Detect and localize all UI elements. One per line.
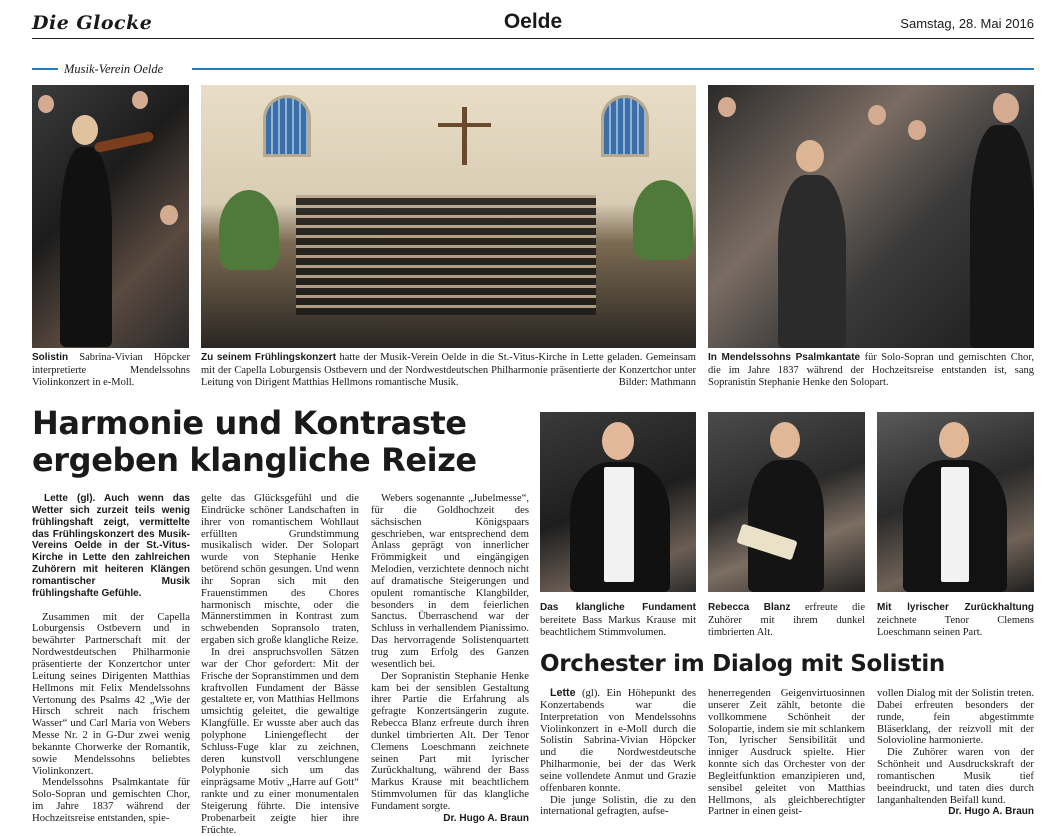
article2-paragraph [540,688,696,795]
caption-text: erfreute die Zuhörer mit ihrem dunkel timbrierten Alt. [708,602,865,639]
article2-author: Dr. Hugo A. Braun [948,806,1034,818]
article2-column-1 [540,688,696,818]
issue-date: Samstag, 28. Mai 2016 [900,16,1034,31]
soprano-dress [778,175,846,348]
article2-paragraph: Die junge Solistin, die zu den international gefragten, aufse- [540,793,696,818]
crucifix [462,107,467,165]
conductor-head [993,93,1019,123]
bass-head [602,422,634,460]
caption-alto [708,602,865,640]
choir-head [38,95,54,113]
conductor-body [970,125,1034,348]
article1-paragraph: Zusammen mit der Capella Loburgensis Ostbevern und in bewährter Partnerschaft mit der Nordwestdeutschen Philharmonie präsentierte der Konzertchor unter Leitung seines Dirigenten Matthias Hellmons mit Felix Mendelssohns Vertonung des Psalms 42 „Wie der Hirsch schreit nach frischem Wasser“ und Carl Maria von Webers Messe Nr. 2 in G-Dur zwei wenig bekannte Chorwerke der Romantik, sowie Mendelssohns beliebtes Violinkonzert. [32,610,190,777]
headline-line: Harmonie und Kontraste [32,404,467,442]
caption-lead: Zu seinem Frühlingskonzert [201,352,337,363]
article1-paragraph: gelte das Glücksgefühl und die Eindrücke schöner Landschaften in ihrer von romantischem Wohllaut erfüllten Grundstimmung musikalisch wider. Der Solopart wurde von Stephanie Henke betörend schön gesungen. Und wenn ihr Sopran sich mit den Frauenstimmen des Chores harmonisch mischte, oder die Männerstimmen in Kontrast zum schwebenden Sopransolo traten, ergaben sich große klangliche Reize. [201,492,359,647]
photo-credit: Bilder: Mathmann [618,377,696,389]
caption-tenor [877,602,1034,640]
bass-shirt [604,467,634,582]
caption-text: zeichnete Tenor Clemens Loeschmann seinen Part. [877,614,1034,639]
masthead [32,10,1034,38]
violin [94,131,155,153]
article1-column-1 [32,493,190,825]
article2-paragraph: vollen Dialog mit der Solistin treten. Dabei erfreuten besonders der runde, fein abgestimmte Bläserklang, der reizvoll mit der Solovioline harmonierte. [877,687,1034,747]
section-city: Oelde [503,10,563,33]
caption-lead: Rebecca Blanz [708,602,791,613]
crucifix-beam [438,123,491,127]
church-window-right [601,95,649,157]
photo-violinist [32,85,189,348]
caption-text: hatte der Musik-Verein Oelde in die St.-Vitus-Kirche in Lette geladen. Gemeinsam mit der Capella Loburgensis Ostbevern und der Nordwestdeutschen Philharmonie präsentierte der Konzertchor unter Leitung von Dirigent Matthias Hellmons romantische Musik. [201,352,696,389]
caption-bass [540,602,696,640]
tenor-head [939,422,969,458]
caption-psalm [708,352,1034,390]
violinist-dress [60,147,112,347]
article1-paragraph: In drei anspruchsvollen Sätzen war der Chor gefordert: Mit der Frische der Sopranstimmen und dem kraftvollen Fundament der Bässe gestaltete er, von Matthias Hellmons umsichtig geleitet, die gewaltige Klangfülle. Er wusste aber auch das polyphone Liniengeflecht der Schluss-Fuge klar zu zeichnen, deren kunstvoll verschlungene Polyphonie sich um das einprägsame Motiv „Harre auf Gott“ rankte und zu einer monumentalen Steigerung führte. Die intensive Probenarbeit zeigte hier ihre Früchte. [201,645,359,836]
choir-rows [296,195,596,315]
caption-lead: Solistin [32,352,69,363]
article2-dateline: Lette [550,687,576,699]
alto-head [770,422,800,458]
article2-text: (gl). Ein Höhepunkt des Konzertabends war die Interpretation von Mendelssohns Violinkonzert in e-Moll durch die Solistin Sabrina-Vivian Höpcker und die Nordwestdeutsche Philharmonie, bei der das Werk seine vollendete Anmut und Grazie offenbaren konnte. [540,687,696,794]
choir-head [132,91,148,109]
caption-lead: In Mendelssohns Psalmkantate [708,352,861,363]
decor-tree-right [633,180,693,260]
decor-tree-left [219,190,279,270]
article1-lead: Lette (gl). Auch wenn das Wetter sich zurzeit teils wenig frühlingshaft zeigt, vermittelte das Frühlingskonzert des Musik-Vereins Oelde in der St.-Vitus-Kirche in Lette den zahlreichen Zuhörern mit heiteren Klängen romantischer Musik frühlingshafte Gefühle. [32,493,190,599]
article1-column-3 [371,493,529,825]
rubric-label: Musik-Verein Oelde [64,62,164,76]
caption-violinist [32,352,190,390]
choir-head [718,97,736,117]
article1-author: Dr. Hugo A. Braun [443,812,529,824]
photo-church-concert [201,85,696,348]
article1-paragraph: Der Sopranistin Stephanie Henke kam bei der sensiblen Gestaltung ihrer Partie die Erfahrung als gefragte Konzertsängerin zugute. Rebecca Blanz erfreute durch ihren dunkel timbrierten Alt. Der Tenor Clemens Loeschmann zeichnete seinen Part mit lyrischer Zurückhaltung, während der Bass Markus Krause mit beachtlichem Stimmvolumen für das klangliche Fundament sorgte. [371,669,529,812]
caption-text: Sabrina-Vivian Höpcker interpretierte Mendelssohns Violinkonzert in e-Moll. [32,352,190,389]
tenor-shirt [941,467,969,582]
masthead-rule [32,38,1034,39]
caption-lead: Mit lyrischer Zurückhaltung [877,602,1034,613]
headline-main [32,405,532,479]
violinist-head [72,115,98,145]
newspaper-logo: Die Glocke [32,12,153,34]
rubric-bar-right [192,68,1034,70]
photo-soprano-psalm [708,85,1034,348]
article2-paragraph: henerregenden Geigenvirtuosinnen unserer Zeit zählt, betonte die vollkommene Schönheit der Solopartie, indem sie mit schlankem Ton, lyrischer Sensibilität und inniger Ausdruck spielte. Hier konnte sich das Orchester von der Begleitfunktion emanzipieren und, sensibel geleitet von Matthias Hellmons, als gleichberechtigter Partner in einen geist- [708,687,865,818]
choir-head [908,120,926,140]
article2-column-3 [877,688,1034,818]
article1-paragraph: Webers sogenannte „Jubelmesse“, für die Goldhochzeit des sächsischen Königspaars geschrieben, war entsprechend dem Anlass geprägt von innerlicher Frömmigkeit und eingängigen Melodien, verzichtete dennoch nicht auf dramatische Steigerungen und opulent romantische Klangbilder, besonders in dem feierlichen Sanctus. Überraschend war der Schluss in verhallendem Pianissimo. Das hervorragende Solistenquartett trug zum Erfolg des Ganzen wesentlich bei. [371,492,529,670]
rubric [32,62,1034,76]
article2-paragraph: Die Zuhörer waren von der Schönheit und Ausdruckskraft der romantischen Musik tief beeindruckt, und taten dies durch langanhaltenden Beifall kund. [877,746,1034,806]
photo-alto-soloist [708,412,865,592]
article1-column-2 [201,493,359,836]
photo-tenor-soloist [877,412,1034,592]
caption-lead: Das klangliche Fundament [540,602,696,613]
caption-church [201,352,696,390]
soprano-head [796,140,824,172]
caption-text: für Solo-Sopran und gemischten Chor, die im Jahre 1837 während der Hochzeitsreise entstanden ist, sang Sopranistin Stephanie Henke den Solopart. [708,352,1034,389]
choir-head [868,105,886,125]
caption-text: bereitete Bass Markus Krause mit beachtlichem Stimmvolumen. [540,614,696,639]
church-window-left [263,95,311,157]
alto-dress [748,460,824,592]
photo-bass-soloist [540,412,696,592]
musician-head [160,205,178,225]
article1-paragraph: Mendelssohns Psalmkantate für Solo-Sopran und gemischten Chor, im Jahre 1837 während der Hochzeitsreise entstanden, spie- [32,776,190,824]
headline-secondary: Orchester im Dialog mit Solistin [540,651,945,677]
article2-column-2 [708,688,865,818]
rubric-bar-left [32,68,58,70]
headline-line: ergeben klangliche Reize [32,441,477,479]
